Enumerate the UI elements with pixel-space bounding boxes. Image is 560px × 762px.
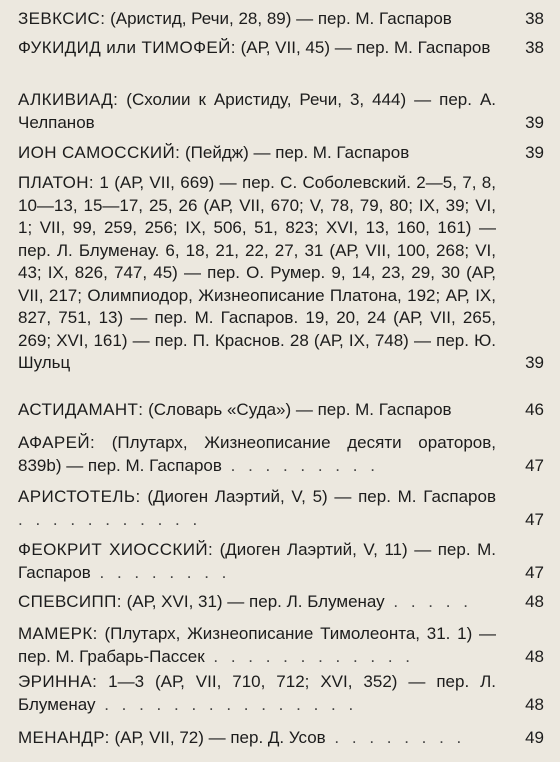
- author-name: АФАРЕЙ:: [18, 433, 96, 452]
- toc-entry: [18, 623, 544, 668]
- author-name: ИОН САМОССКИЙ:: [18, 143, 181, 162]
- entry-source: (Плутарх, Жизнеописание десяти ораторов, 839b) — пер. М. Гаспаров: [18, 433, 496, 475]
- page-number: 47: [525, 455, 544, 475]
- author-name: СПЕВСИПП:: [18, 592, 122, 611]
- entry-source: (Пейдж) — пер. М. Гаспаров: [180, 143, 410, 162]
- page-number: 48: [525, 694, 544, 714]
- entry-source: (Словарь «Суда») — пер. М. Гаспаров: [143, 400, 452, 419]
- entry-source: (АР, VII, 72) — пер. Д. Усов: [109, 728, 326, 747]
- author-name: ФЕОКРИТ ХИОССКИЙ:: [18, 540, 214, 559]
- entry-source: (АР, VII, 45) — пер. М. Гаспаров: [235, 38, 491, 57]
- toc-entry: [18, 539, 544, 584]
- toc-entry: [18, 432, 544, 477]
- leader-dots: . . . . . . . . . . . .: [204, 646, 415, 666]
- leader-dots: . . . . . . . .: [325, 728, 466, 747]
- author-name: АСТИДАМАНТ:: [18, 400, 144, 419]
- page-number: 49: [525, 728, 544, 747]
- page-number: 39: [525, 143, 544, 162]
- toc-entry: [18, 89, 544, 134]
- leader-dots: . . . . . . . . . . .: [18, 509, 202, 529]
- toc-entry: [18, 727, 544, 750]
- toc-entry: [18, 486, 544, 531]
- author-name: ФУКИДИД или ТИМОФЕЙ:: [18, 38, 236, 57]
- author-name: АРИСТОТЕЛЬ:: [18, 487, 141, 506]
- entry-source: (Схолии к Аристиду, Речи, 3, 444) — пер. А. Челпанов: [18, 90, 496, 132]
- entry-source: 1—3 (АР, VII, 710, 712; XVI, 352) — пер. Л. Блуменау: [18, 672, 496, 714]
- page-number: 38: [525, 38, 544, 57]
- author-name: МАМЕРК:: [18, 624, 98, 643]
- toc-entry: [18, 172, 544, 375]
- toc-entry: [18, 591, 544, 614]
- toc-entry: [18, 671, 544, 716]
- page-number: 47: [525, 562, 544, 582]
- entry-source: (Плутарх, Жизнеописание Тимолеонта, 31. 1) — пер. М. Грабарь-Пассек: [18, 624, 496, 666]
- page-number: 48: [525, 592, 544, 611]
- page-number: 46: [525, 400, 544, 419]
- leader-dots: . . . . .: [384, 592, 472, 611]
- entry-source: (АР, XVI, 31) — пер. Л. Блуменау: [121, 592, 385, 611]
- toc-entry: [18, 399, 544, 422]
- toc-entry: [18, 142, 544, 165]
- entry-source: (Диоген Лаэртий, V, 11) — пер. М. Гаспаров: [18, 540, 496, 582]
- entry-source: 1 (АР, VII, 669) — пер. С. Соболевский. 2—5, 7, 8, 10—13, 15—17, 25, 26 (АР, VII, 670; V, 78, 79, 80; IX, 39; VI, 1; VII, 99, 259, 256; IX, 506, 51, 823; XVI, 13, 160, 161) — пер. Л. Блуменау. 6, 18, 21, 22, 27, 31 (АР, VII, 100, 268; VI, 43; IX, 826, 747, 45) — пер. О. Румер. 9, 14, 23, 29, 30 (АР, VII, 217; Олимпиодор, Жизнеописание Платона, 192; АР, IX, 827, 751, 13) — пер. М. Гаспаров. 19, 20, 24 (АР, VII, 265, 269; XVI, 161) — пер. П. Краснов. 28 (АР, IX, 748) — пер. Ю. Шульц: [18, 173, 496, 372]
- author-name: МЕНАНДР:: [18, 728, 110, 747]
- toc-entry: [18, 37, 544, 60]
- page-number: 39: [525, 112, 544, 132]
- toc-entry: [18, 8, 544, 31]
- author-name: АЛКИВИАД:: [18, 90, 119, 109]
- author-name: ЭРИННА:: [18, 672, 98, 691]
- page-number: 47: [525, 509, 544, 529]
- entry-source: (Диоген Лаэртий, V, 5) — пер. М. Гаспаров: [140, 487, 496, 506]
- leader-dots: . . . . . . . . . . . . . . .: [95, 694, 358, 714]
- leader-dots: . . . . . . . .: [90, 562, 231, 582]
- author-name: ПЛАТОН:: [18, 173, 95, 192]
- author-name: ЗЕВКСИС:: [18, 9, 106, 28]
- page-number: 48: [525, 646, 544, 666]
- page-number: 39: [525, 353, 544, 372]
- leader-dots: . . . . . . . . .: [221, 455, 379, 475]
- page-number: 38: [525, 9, 544, 28]
- entry-source: (Аристид, Речи, 28, 89) — пер. М. Гаспаров: [105, 9, 452, 28]
